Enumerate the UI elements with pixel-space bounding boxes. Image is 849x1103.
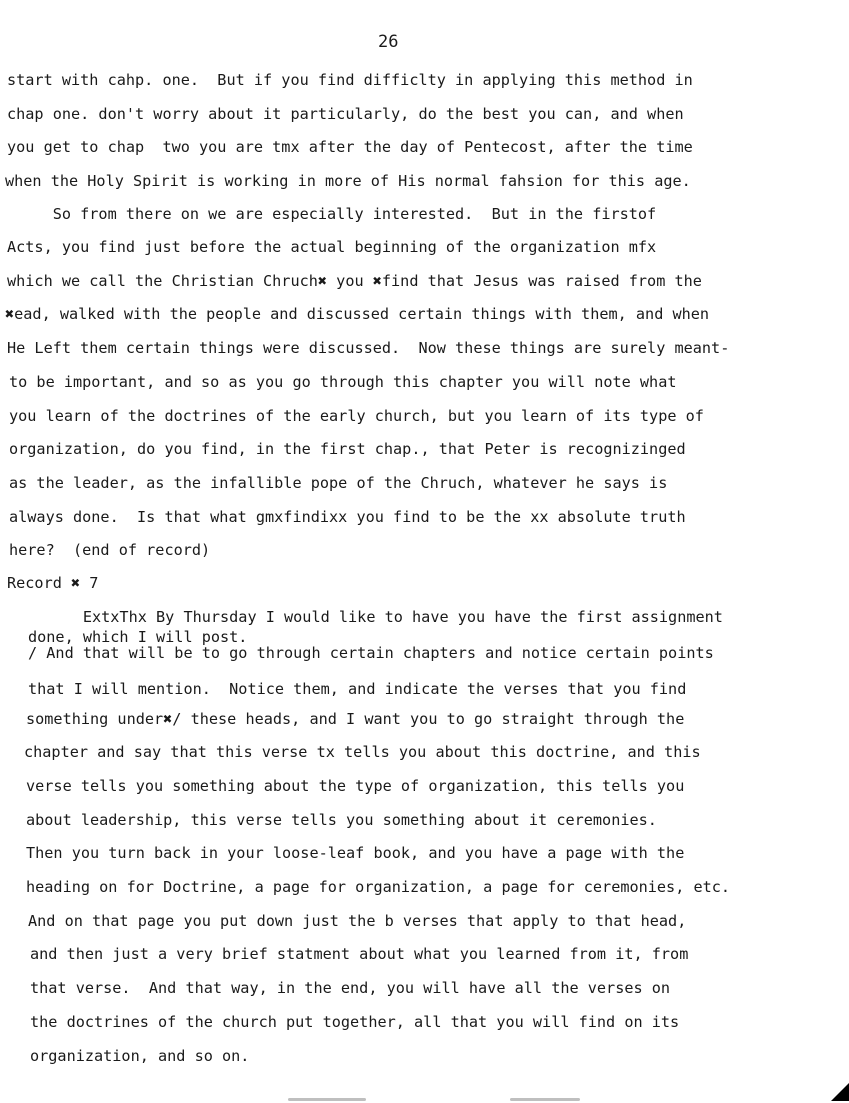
text-line: ExtxThx By Thursday I would like to have you have the first assignment <box>28 608 723 626</box>
text-line: Acts, you find just before the actual beginning of the organization mfx <box>7 238 657 256</box>
text-line: / And that will be to go through certain chapters and notice certain points <box>28 644 714 662</box>
page-corner-mark <box>831 1083 849 1101</box>
text-line: heading on for Doctrine, a page for organization, a page for ceremonies, etc. <box>26 878 731 896</box>
text-line: He Left them certain things were discussed. Now these things are surely meant- <box>7 339 730 357</box>
text-line: So from there on we are especially interested. But in the firstof <box>7 205 657 223</box>
text-line: and then just a very brief statment about what you learned from it, from <box>30 945 689 963</box>
text-line: something under✖/ these heads, and I want you to go straight through the <box>26 710 685 728</box>
text-line: that verse. And that way, in the end, you will have all the verses on <box>30 979 671 997</box>
text-line: about leadership, this verse tells you something about it ceremonies. <box>26 811 657 829</box>
record-heading: Record ✖ 7 <box>7 574 99 592</box>
text-line: here? (end of record) <box>9 541 211 559</box>
text-line: organization, and so on. <box>30 1047 250 1065</box>
text-line: the doctrines of the church put together, all that you will find on its <box>30 1013 680 1031</box>
text-line: Then you turn back in your loose-leaf book, and you have a page with the <box>26 844 685 862</box>
text-line: always done. Is that what gmxfindixx you find to be the xx absolute truth <box>9 508 686 526</box>
scan-smudge <box>288 1098 366 1101</box>
text-line: that I will mention. Notice them, and indicate the verses that you find <box>28 680 687 698</box>
text-line: organization, do you find, in the first chap., that Peter is recognizinged <box>9 440 686 458</box>
text-line: chap one. don't worry about it particularly, do the best you can, and when <box>7 105 684 123</box>
text-line: when the Holy Spirit is working in more of His normal fahsion for this age. <box>5 172 691 190</box>
text-line: to be important, and so as you go through this chapter you will note what <box>9 373 677 391</box>
text-line: And on that page you put down just the b verses that apply to that head, <box>28 912 687 930</box>
text-line: done, which I will post. <box>28 628 248 646</box>
page-number: 26 <box>378 32 399 52</box>
text-line: verse tells you something about the type of organization, this tells you <box>26 777 685 795</box>
text-line: chapter and say that this verse tx tells you about this doctrine, and this <box>24 743 701 761</box>
text-line: ✖ead, walked with the people and discussed certain things with them, and when <box>5 305 710 323</box>
text-line: which we call the Christian Chruch✖ you ✖find that Jesus was raised from the <box>7 272 702 290</box>
text-line: you get to chap two you are tmx after the day of Pentecost, after the time <box>7 138 693 156</box>
text-line: you learn of the doctrines of the early church, but you learn of its type of <box>9 407 704 425</box>
scan-smudge <box>510 1098 580 1101</box>
text-line: start with cahp. one. But if you find difficlty in applying this method in <box>7 71 693 89</box>
text-line: as the leader, as the infallible pope of the Chruch, whatever he says is <box>9 474 668 492</box>
